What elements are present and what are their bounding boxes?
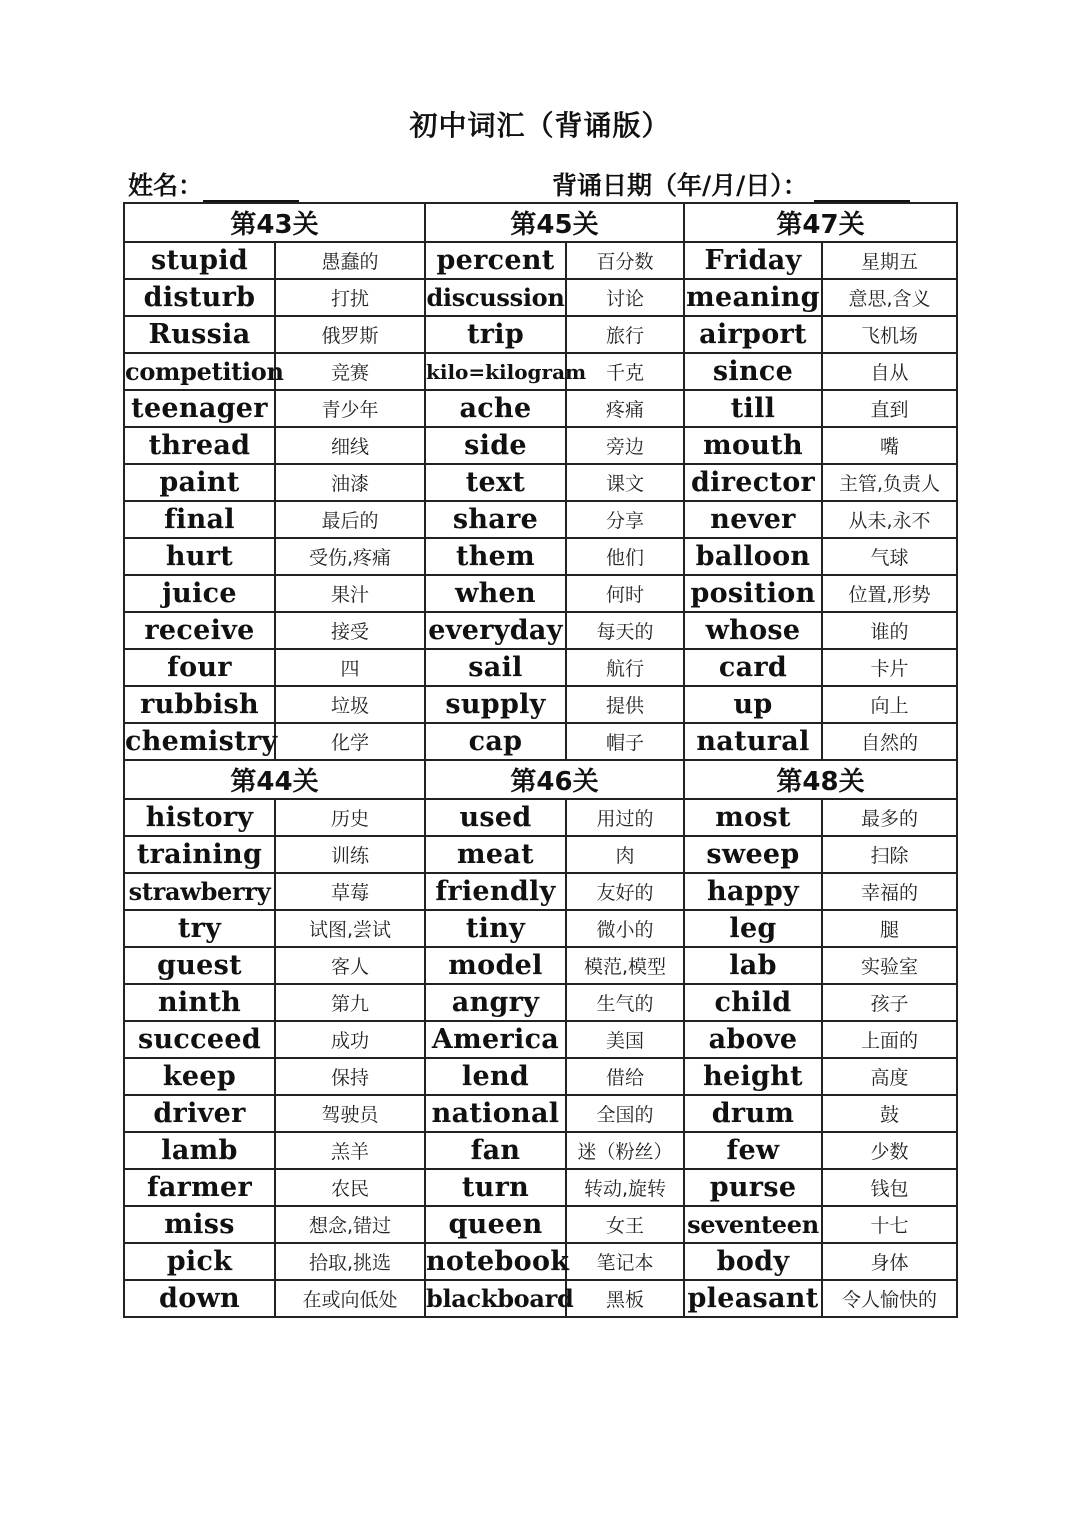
chinese-meaning: 课文 — [566, 464, 684, 501]
level-header: 第45关 — [425, 203, 684, 242]
english-word: when — [425, 575, 566, 612]
vocab-row — [124, 1243, 957, 1280]
chinese-meaning: 嘴 — [822, 427, 957, 464]
chinese-meaning: 最后的 — [275, 501, 425, 538]
vocab-row — [124, 723, 957, 760]
vocab-row — [124, 799, 957, 836]
english-word: disturb — [124, 279, 275, 316]
vocab-row — [124, 242, 957, 279]
english-word: juice — [124, 575, 275, 612]
english-word: share — [425, 501, 566, 538]
english-word: used — [425, 799, 566, 836]
chinese-meaning: 谁的 — [822, 612, 957, 649]
chinese-meaning: 受伤,疼痛 — [275, 538, 425, 575]
level-header: 第48关 — [684, 760, 957, 799]
english-word: ninth — [124, 984, 275, 1021]
vocab-row — [124, 1206, 957, 1243]
chinese-meaning: 飞机场 — [822, 316, 957, 353]
english-word: hurt — [124, 538, 275, 575]
english-word: chemistry — [124, 723, 275, 760]
chinese-meaning: 历史 — [275, 799, 425, 836]
chinese-meaning: 羔羊 — [275, 1132, 425, 1169]
vocab-row — [124, 1095, 957, 1132]
chinese-meaning: 生气的 — [566, 984, 684, 1021]
english-word: succeed — [124, 1021, 275, 1058]
english-word: purse — [684, 1169, 822, 1206]
vocab-row — [124, 686, 957, 723]
english-word: side — [425, 427, 566, 464]
vocab-row — [124, 1021, 957, 1058]
name-label: 姓名： — [128, 171, 204, 200]
english-word: model — [425, 947, 566, 984]
chinese-meaning: 星期五 — [822, 242, 957, 279]
chinese-meaning: 主管,负责人 — [822, 464, 957, 501]
chinese-meaning: 提供 — [566, 686, 684, 723]
chinese-meaning: 帽子 — [566, 723, 684, 760]
chinese-meaning: 孩子 — [822, 984, 957, 1021]
chinese-meaning: 四 — [275, 649, 425, 686]
chinese-meaning: 位置,形势 — [822, 575, 957, 612]
chinese-meaning: 自从 — [822, 353, 957, 390]
english-word: since — [684, 353, 822, 390]
english-word: percent — [425, 242, 566, 279]
chinese-meaning: 扫除 — [822, 836, 957, 873]
chinese-meaning: 转动,旋转 — [566, 1169, 684, 1206]
english-word: supply — [425, 686, 566, 723]
chinese-meaning: 黑板 — [566, 1280, 684, 1317]
vocab-row — [124, 1058, 957, 1095]
english-word: lamb — [124, 1132, 275, 1169]
chinese-meaning: 最多的 — [822, 799, 957, 836]
chinese-meaning: 肉 — [566, 836, 684, 873]
english-word: few — [684, 1132, 822, 1169]
vocab-row — [124, 427, 957, 464]
chinese-meaning: 百分数 — [566, 242, 684, 279]
chinese-meaning: 油漆 — [275, 464, 425, 501]
vocab-row — [124, 575, 957, 612]
english-word: pleasant — [684, 1280, 822, 1317]
english-word: card — [684, 649, 822, 686]
chinese-meaning: 何时 — [566, 575, 684, 612]
chinese-meaning: 航行 — [566, 649, 684, 686]
english-word: meaning — [684, 279, 822, 316]
chinese-meaning: 从未,永不 — [822, 501, 957, 538]
english-word: training — [124, 836, 275, 873]
chinese-meaning: 直到 — [822, 390, 957, 427]
vocab-row — [124, 873, 957, 910]
chinese-meaning: 客人 — [275, 947, 425, 984]
english-word: child — [684, 984, 822, 1021]
english-word: ache — [425, 390, 566, 427]
english-word: airport — [684, 316, 822, 353]
english-word: most — [684, 799, 822, 836]
english-word: blackboard — [425, 1280, 566, 1317]
chinese-meaning: 接受 — [275, 612, 425, 649]
page-title: 初中词汇（背诵版） — [409, 109, 671, 142]
chinese-meaning: 向上 — [822, 686, 957, 723]
english-word: body — [684, 1243, 822, 1280]
chinese-meaning: 拾取,挑选 — [275, 1243, 425, 1280]
english-word: sail — [425, 649, 566, 686]
chinese-meaning: 竞赛 — [275, 353, 425, 390]
level-header-row — [124, 203, 957, 242]
english-word: height — [684, 1058, 822, 1095]
english-word: guest — [124, 947, 275, 984]
english-word: position — [684, 575, 822, 612]
name-field — [128, 166, 299, 202]
chinese-meaning: 农民 — [275, 1169, 425, 1206]
chinese-meaning: 垃圾 — [275, 686, 425, 723]
chinese-meaning: 旅行 — [566, 316, 684, 353]
vocab-row — [124, 316, 957, 353]
english-word: fan — [425, 1132, 566, 1169]
level-header: 第44关 — [124, 760, 425, 799]
english-word: text — [425, 464, 566, 501]
name-blank[interactable] — [203, 176, 299, 202]
chinese-meaning: 草莓 — [275, 873, 425, 910]
chinese-meaning: 俄罗斯 — [275, 316, 425, 353]
english-word: meat — [425, 836, 566, 873]
english-word: everyday — [425, 612, 566, 649]
level-header-row — [124, 760, 957, 799]
english-word: angry — [425, 984, 566, 1021]
english-word: never — [684, 501, 822, 538]
chinese-meaning: 意思,含义 — [822, 279, 957, 316]
english-word: drum — [684, 1095, 822, 1132]
english-word: keep — [124, 1058, 275, 1095]
chinese-meaning: 千克 — [566, 353, 684, 390]
english-word: discussion — [425, 279, 566, 316]
english-word: try — [124, 910, 275, 947]
chinese-meaning: 自然的 — [822, 723, 957, 760]
english-word: leg — [684, 910, 822, 947]
english-word: seventeen — [684, 1206, 822, 1243]
english-word: friendly — [425, 873, 566, 910]
chinese-meaning: 腿 — [822, 910, 957, 947]
english-word: miss — [124, 1206, 275, 1243]
chinese-meaning: 身体 — [822, 1243, 957, 1280]
chinese-meaning: 令人愉快的 — [822, 1280, 957, 1317]
english-word: four — [124, 649, 275, 686]
vocab-row — [124, 612, 957, 649]
english-word: tiny — [425, 910, 566, 947]
english-word: trip — [425, 316, 566, 353]
chinese-meaning: 美国 — [566, 1021, 684, 1058]
english-word: turn — [425, 1169, 566, 1206]
english-word: above — [684, 1021, 822, 1058]
chinese-meaning: 微小的 — [566, 910, 684, 947]
chinese-meaning: 他们 — [566, 538, 684, 575]
level-header: 第46关 — [425, 760, 684, 799]
english-word: pick — [124, 1243, 275, 1280]
chinese-meaning: 钱包 — [822, 1169, 957, 1206]
chinese-meaning: 实验室 — [822, 947, 957, 984]
chinese-meaning: 成功 — [275, 1021, 425, 1058]
vocab-row — [124, 649, 957, 686]
english-word: thread — [124, 427, 275, 464]
vocab-row — [124, 836, 957, 873]
chinese-meaning: 迷（粉丝） — [566, 1132, 684, 1169]
english-word: mouth — [684, 427, 822, 464]
vocab-row — [124, 947, 957, 984]
chinese-meaning: 第九 — [275, 984, 425, 1021]
english-word: stupid — [124, 242, 275, 279]
english-word: up — [684, 686, 822, 723]
chinese-meaning: 上面的 — [822, 1021, 957, 1058]
chinese-meaning: 全国的 — [566, 1095, 684, 1132]
english-word: lend — [425, 1058, 566, 1095]
date-label: 背诵日期（年/月/日）： — [552, 171, 808, 200]
english-word: driver — [124, 1095, 275, 1132]
english-word: strawberry — [124, 873, 275, 910]
english-word: Friday — [684, 242, 822, 279]
english-word: notebook — [425, 1243, 566, 1280]
date-field — [552, 166, 910, 202]
vocabulary-table — [123, 202, 958, 1318]
english-word: America — [425, 1021, 566, 1058]
date-blank[interactable] — [814, 176, 910, 202]
chinese-meaning: 高度 — [822, 1058, 957, 1095]
vocab-row — [124, 984, 957, 1021]
chinese-meaning: 驾驶员 — [275, 1095, 425, 1132]
english-word: queen — [425, 1206, 566, 1243]
english-word: natural — [684, 723, 822, 760]
chinese-meaning: 分享 — [566, 501, 684, 538]
chinese-meaning: 少数 — [822, 1132, 957, 1169]
chinese-meaning: 疼痛 — [566, 390, 684, 427]
english-word: down — [124, 1280, 275, 1317]
english-word: whose — [684, 612, 822, 649]
vocab-row — [124, 353, 957, 390]
chinese-meaning: 试图,尝试 — [275, 910, 425, 947]
chinese-meaning: 卡片 — [822, 649, 957, 686]
english-word: lab — [684, 947, 822, 984]
chinese-meaning: 幸福的 — [822, 873, 957, 910]
english-word: rubbish — [124, 686, 275, 723]
chinese-meaning: 借给 — [566, 1058, 684, 1095]
english-word: farmer — [124, 1169, 275, 1206]
chinese-meaning: 训练 — [275, 836, 425, 873]
vocab-row — [124, 538, 957, 575]
english-word: receive — [124, 612, 275, 649]
chinese-meaning: 旁边 — [566, 427, 684, 464]
english-word: balloon — [684, 538, 822, 575]
vocab-row — [124, 279, 957, 316]
level-header: 第43关 — [124, 203, 425, 242]
chinese-meaning: 气球 — [822, 538, 957, 575]
chinese-meaning: 在或向低处 — [275, 1280, 425, 1317]
english-word: history — [124, 799, 275, 836]
english-word: them — [425, 538, 566, 575]
english-word: kilo=kilogram — [425, 353, 566, 390]
chinese-meaning: 愚蠢的 — [275, 242, 425, 279]
chinese-meaning: 鼓 — [822, 1095, 957, 1132]
chinese-meaning: 想念,错过 — [275, 1206, 425, 1243]
english-word: sweep — [684, 836, 822, 873]
chinese-meaning: 友好的 — [566, 873, 684, 910]
chinese-meaning: 化学 — [275, 723, 425, 760]
chinese-meaning: 打扰 — [275, 279, 425, 316]
english-word: cap — [425, 723, 566, 760]
english-word: happy — [684, 873, 822, 910]
vocab-row — [124, 1169, 957, 1206]
vocab-row — [124, 1280, 957, 1317]
vocab-row — [124, 1132, 957, 1169]
chinese-meaning: 青少年 — [275, 390, 425, 427]
chinese-meaning: 笔记本 — [566, 1243, 684, 1280]
vocab-row — [124, 501, 957, 538]
vocab-row — [124, 390, 957, 427]
english-word: final — [124, 501, 275, 538]
chinese-meaning: 讨论 — [566, 279, 684, 316]
chinese-meaning: 细线 — [275, 427, 425, 464]
english-word: competition — [124, 353, 275, 390]
english-word: Russia — [124, 316, 275, 353]
level-header: 第47关 — [684, 203, 957, 242]
chinese-meaning: 果汁 — [275, 575, 425, 612]
chinese-meaning: 用过的 — [566, 799, 684, 836]
vocab-row — [124, 464, 957, 501]
english-word: till — [684, 390, 822, 427]
chinese-meaning: 每天的 — [566, 612, 684, 649]
english-word: director — [684, 464, 822, 501]
english-word: paint — [124, 464, 275, 501]
english-word: teenager — [124, 390, 275, 427]
english-word: national — [425, 1095, 566, 1132]
chinese-meaning: 十七 — [822, 1206, 957, 1243]
chinese-meaning: 女王 — [566, 1206, 684, 1243]
vocab-row — [124, 910, 957, 947]
chinese-meaning: 保持 — [275, 1058, 425, 1095]
chinese-meaning: 模范,模型 — [566, 947, 684, 984]
